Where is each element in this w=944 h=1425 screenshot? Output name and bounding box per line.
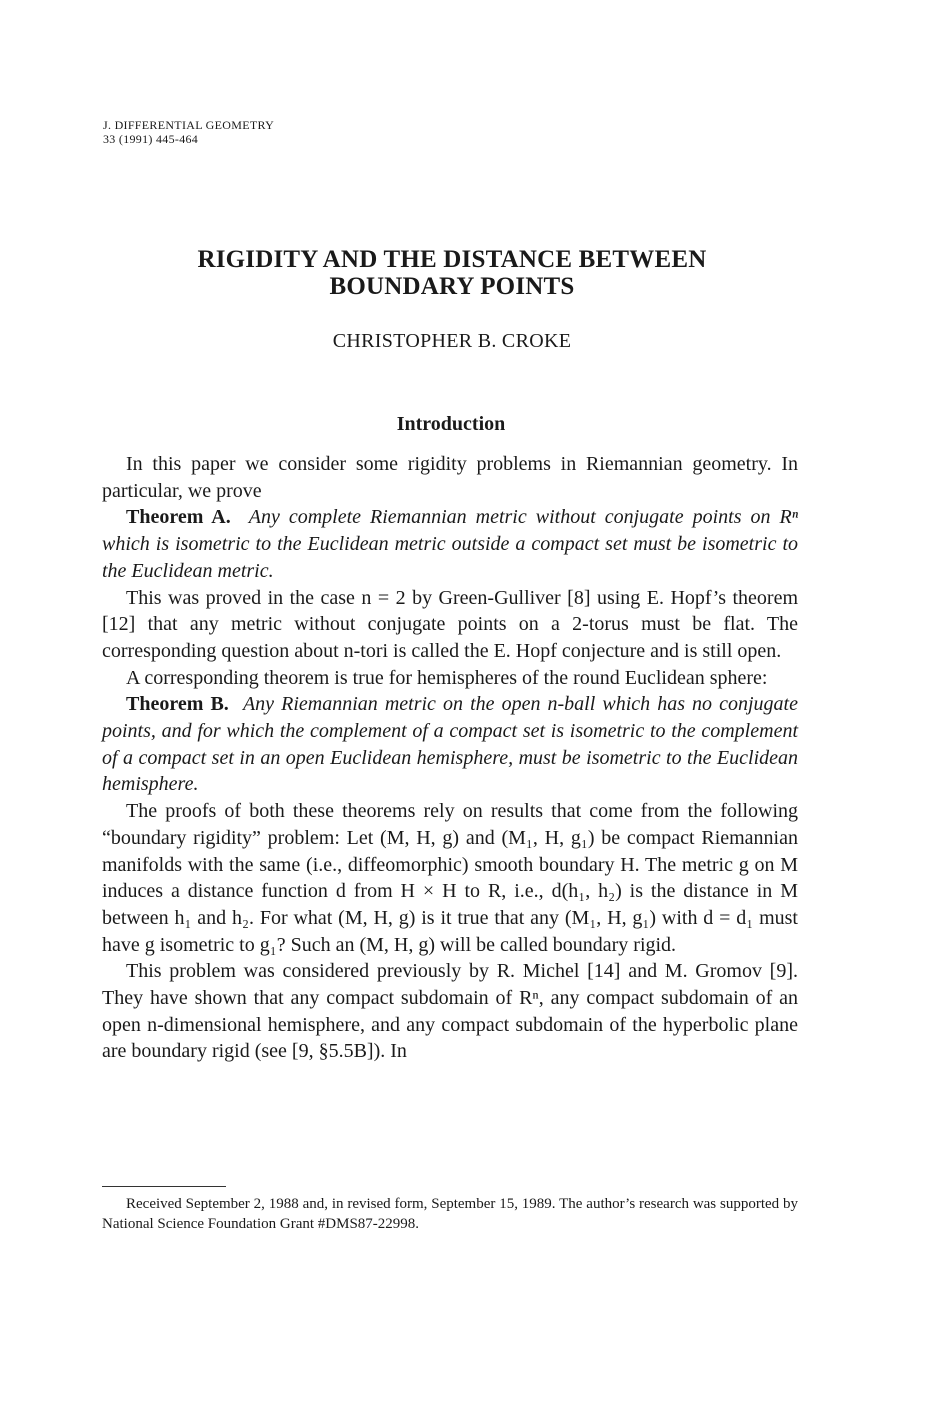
- journal-volume-info: 33 (1991) 445-464: [103, 132, 199, 146]
- footnote: Received September 2, 1988 and, in revised form, September 15, 1989. The author’s research was supported by National Science Foundation Grant #DMS87-22998.: [102, 1196, 798, 1232]
- theorem-b-label: Theorem B.: [126, 693, 229, 716]
- footnote-rule: [102, 1186, 226, 1187]
- paragraph-history: This was proved in the case n = 2 by Green-Gulliver [8] using E. Hopf’s theorem [12] that any metric without conjugate points on a 2-torus must be flat. The corresponding question about n-tori is called the E. Hopf conjecture and is still open.: [102, 586, 798, 662]
- theorem-a-label: Theorem A.: [126, 506, 231, 529]
- paragraph-hemispheres: A corresponding theorem is true for hemispheres of the round Euclidean sphere:: [126, 666, 768, 689]
- section-heading: Introduction: [396, 413, 506, 435]
- journal-header: [103, 118, 274, 146]
- body-text: [102, 451, 798, 1065]
- author-name: CHRISTOPHER B. CROKE: [332, 330, 572, 352]
- journal-name: J. DIFFERENTIAL GEOMETRY: [103, 118, 275, 132]
- paper-title: [0, 246, 904, 300]
- paragraph-prior-work: This problem was considered previously by R. Michel [14] and M. Gromov [9]. They have shown that any compact subdomain of Rⁿ, any compact subdomain of an open n-dimensional hemisphere, and any compact subdomain of the hyperbolic plane are boundary rigid (see [9, §5.5B]). In: [102, 960, 798, 1063]
- theorem-b-statement: Any Riemannian metric on the open n-ball which has no conjugate points, and for which the complement of a compact set is isometric to the complement of a compact set in an open Euclidean hemisphere, must be isometric to the Euclidean hemisphere.: [102, 693, 798, 796]
- paragraph-boundary-rigidity: The proofs of both these theorems rely on results that come from the following “boundary rigidity” problem: Let (M, H, g) and (M₁, H, g₁) be compact Riemannian manifolds with the same (i.e., diffeomorphic) smooth boundary H. The metric g on M induces a distance function d from H × H to R, i.e., d(h₁, h₂) is the distance in M between h₁ and h₂. For what (M, H, g) is it true that any (M₁, H, g₁) with d = d₁ must have g isometric to g₁? Such an (M, H, g) will be called boundary rigid.: [102, 800, 798, 956]
- title-line-2: BOUNDARY POINTS: [329, 273, 575, 300]
- title-line-1: RIGIDITY AND THE DISTANCE BETWEEN: [197, 246, 707, 273]
- theorem-a-statement: Any complete Riemannian metric without conjugate points on Rⁿ which is isometric to the Euclidean metric outside a compact set must be isometric to the Euclidean metric.: [102, 506, 799, 582]
- theorem-b: [102, 691, 798, 798]
- theorem-a: [102, 504, 798, 584]
- paragraph-intro: In this paper we consider some rigidity problems in Riemannian geometry. In particular, we prove: [102, 453, 798, 502]
